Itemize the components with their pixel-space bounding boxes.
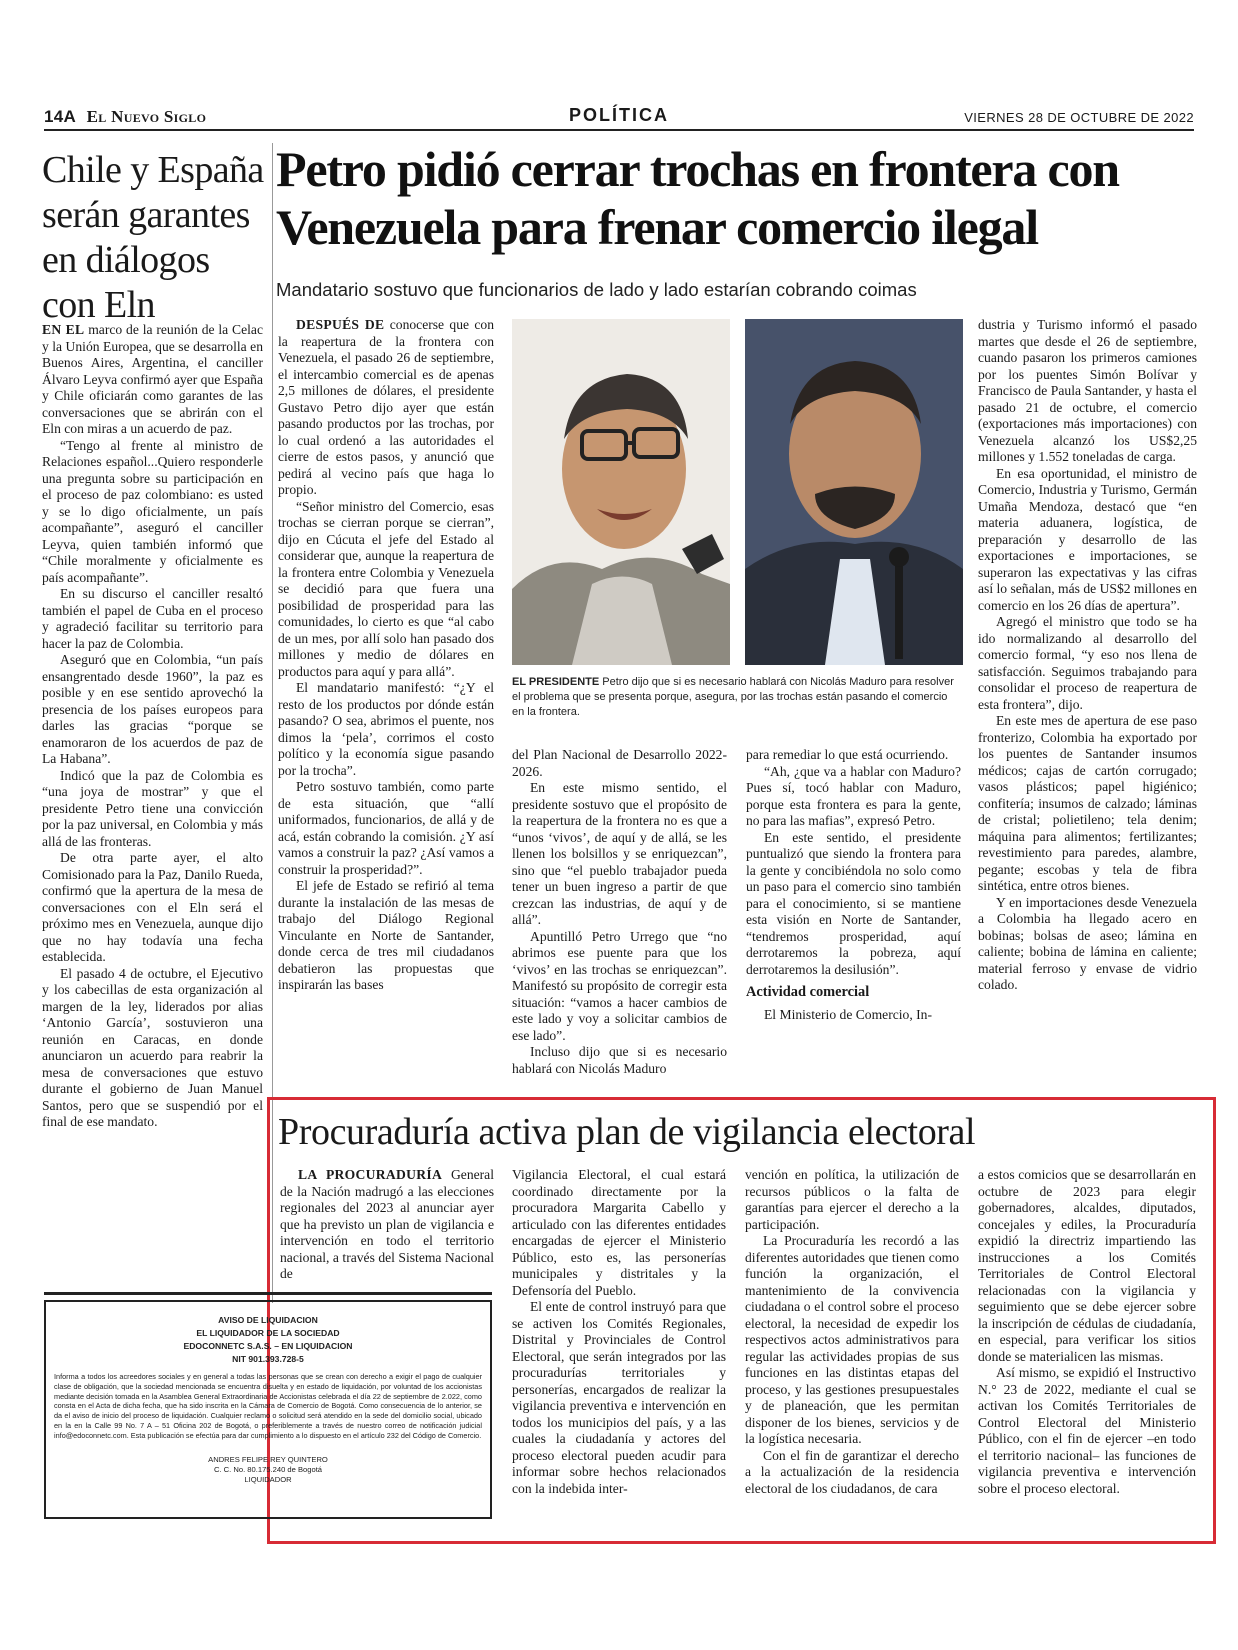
notice-title: AVISO DE LIQUIDACION	[218, 1315, 318, 1325]
box-article-column-4	[978, 1167, 1196, 1497]
paragraph: para remediar lo que está ocurriendo.	[746, 747, 949, 762]
lead-words: DESPUÉS DE	[296, 317, 385, 332]
signer-role: LIQUIDADOR	[244, 1474, 292, 1484]
paragraph: En este mismo sentido, el presidente sostuvo que el propósito de la reapertura de la frontera no es que a “unos ‘vivos’, de aquí y de allá, se les llenen los bolsillos y se enriquezcan”, sino que “el pueblo trabajador pueda tener un buen ingreso a partir de que crezcan las industrias, de aquí y de allá”.	[512, 780, 727, 927]
lead-words: EN EL	[42, 322, 85, 337]
signer-id: C. C. No. 80.175.240 de Bogotá	[213, 1464, 323, 1474]
paragraph: Con el fin de garantizar el derecho a la actualización de la residencia electoral de los ciudadanos, de cara	[745, 1447, 959, 1496]
notice-nit: NIT 901.393.728-5	[232, 1354, 304, 1364]
page-number: 14A	[44, 107, 77, 126]
lead-words: LA PROCURADURÍA	[298, 1167, 443, 1182]
subheading: Actividad comercial	[746, 984, 870, 1000]
paragraph: Incluso dijo que si es necesario hablará con Nicolás Maduro	[512, 1044, 727, 1076]
paragraph: “Señor ministro del Comercio, esas trochas se cierran porque se cierran”, dijo en Cúcuta el jefe del Estado al considerar que, aunque la reapertura de la frontera entre Colombia y Venezuela se decidió para que fuera una posibilidad de prosperidad para las comunidades, lo cierto es que “al cabo de un mes, por allí solo han pasado dos millones y medio de dólares en productos para aquí y para allá”.	[278, 498, 494, 679]
main-article-subtitle: Mandatario sostuvo que funcionarios de lado y lado estarían cobrando coimas	[276, 279, 917, 300]
paragraph: vención en política, la utilización de recursos públicos o la falta de garantías para ejercer el derecho a la participación.	[745, 1167, 959, 1232]
paragraph: a estos comicios que se desarrollarán en octubre de 2023 para elegir gobernadores, alcaldes, diputados, concejales y ediles, la Procuraduría expidió la directriz impartiendo las instrucciones a los Comités Territoriales de Control Electoral relacionadas con la vigilancia y seguimiento que se debe ejercer sobre la inscripción de cédulas de ciudadanía, en especial, para verificar los sitios donde se materialicen las mismas.	[978, 1167, 1196, 1364]
main-article-column-2	[512, 747, 727, 1077]
paragraph: De otra parte ayer, el alto Comisionado para la Paz, Danilo Rueda, confirmó que la apertura de la mesa de conversaciones con el Eln será el próximo mes en Venezuela, aunque dijo que no hay todavía una fecha establecida.	[42, 850, 263, 964]
paragraph: En su discurso el canciller resaltó también el papel de Cuba en el proceso y agradeció facilitar su territorio para hacer la paz de Colombia.	[42, 586, 263, 651]
side-article-body	[42, 322, 263, 1131]
paragraph: Petro sostuvo también, como parte de esta situación, que “allí uniformados, funcionarios, de allá y de acá, están cobrando la comisión. ¿Y así vamos a construir la paz? ¿Así vamos a construir la prosperidad?”.	[278, 779, 494, 877]
notice-top-rule	[44, 1292, 492, 1295]
paragraph: En este sentido, el presidente puntualizó que siendo la frontera para la gente y concibiéndola no solo como un paso para el comercio sino también para el conocimiento, si se mantiene esta visión en Norte de Santander, “tendremos prosperidad, aquí derrotaremos la pobreza, aquí derrotaremos la desilusión”.	[746, 829, 961, 977]
paragraph: “Tengo al frente al ministro de Relaciones español...Quiero responderle una pregunta sobre su participación en el proceso de paz colombiano: es usted y se lo digo oficialmente, un país acompañante”, aseguró el canciller Leyva, quien también informó que “Chile moralmente y oficialmente es país acompañante”.	[42, 437, 263, 585]
issue-date: VIERNES 28 DE OCTUBRE DE 2022	[964, 110, 1194, 125]
photo-caption: EL PRESIDENTE Petro dijo que si es necesario hablará con Nicolás Maduro para resolver el problema que se presenta porque, asegura, por las trochas están pasando el comercio en la frontera.	[512, 676, 954, 718]
newspaper-name: El Nuevo Siglo	[86, 107, 207, 126]
box-article-column-2	[512, 1167, 726, 1497]
notice-signature	[54, 1455, 482, 1485]
box-article-headline: Procuraduría activa plan de vigilancia electoral	[278, 1111, 976, 1153]
main-article-headline: Petro pidió cerrar trochas en frontera con Venezuela para frenar comercio ilegal	[276, 141, 1119, 255]
paragraph: El Ministerio de Comercio, In-	[764, 1006, 932, 1022]
section-name: POLÍTICA	[569, 105, 669, 125]
portrait-illustration	[745, 319, 963, 665]
main-article-column-3	[746, 747, 961, 1023]
notice-line: EL LIQUIDADOR DE LA SOCIEDAD	[196, 1328, 340, 1338]
paragraph: En esa oportunidad, el ministro de Comercio, Industria y Turismo, Germán Umaña Mendoza, destacó que “en materia aduanera, logística, de preparación y desarrollo de las exportaciones e importaciones, se superaron las expectativas y las cifras así lo señalan, más de US$2 millones en comercio en los 26 días de apertura”.	[978, 465, 1197, 613]
side-article-title: Chile y España serán garantes en diálogos con Eln	[42, 149, 264, 326]
paragraph: En este mes de apertura de ese paso fronterizo, Colombia ha exportado por los puentes de Santander insumos médicos; cajas de cartón corrugado; vasos plásticos; papel higiénico; confitería; insumos de calzado; láminas de cristal; polietileno; tela denim; máquina para alimentos; fertilizantes; revestimiento para paredes, alambre, pegante; escobas y tela de fibra sintética, entre otros bienes.	[978, 713, 1197, 893]
header-rule	[44, 129, 1194, 131]
paragraph: LA PROCURADURÍA General de la Nación madrugó a las elecciones regionales del 2023 al anunciar ayer que ha previsto un plan de vigilancia e intervención en todo el territorio nacional, a través del Sistema Nacional de	[280, 1167, 494, 1281]
paragraph: Así mismo, se expidió el Instructivo N.° 23 de 2022, mediante el cual se activan los Comités Territoriales de Control Electoral del Ministerio Público, con el fin de ejercer –en todo el territorio nacional– las funciones de vigilancia preventiva e intervención sobre el proceso electoral.	[978, 1365, 1196, 1496]
paragraph: Agregó el ministro que todo se ha ido normalizando al desarrollo del comercio formal, “y eso nos llena de satisfacción. Seguimos trabajando para consolidar el proceso de reapertura de esta frontera”, dijo.	[978, 614, 1197, 712]
paragraph: Indicó que la paz de Colombia es “una joya de mostrar” y que el presidente Petro tiene una convicción por la paz universal, en Colombia y más allá de las fronteras.	[42, 767, 263, 849]
paragraph: Y en importaciones desde Venezuela a Colombia ha llegado acero en bobinas; bolsas de aseo; lámina en caliente; bobina de lámina en caliente; material ferroso y envase de vidrio colado.	[978, 894, 1197, 992]
paragraph: El mandatario manifestó: “¿Y el resto de los productos por dónde están pasando? O sea, abrimos el puente, nos dimos la ‘pela’, corrimos el costo político y la economía sigue pasando por la trocha”.	[278, 680, 494, 778]
box-article-column-1	[280, 1167, 494, 1283]
main-article-column-1	[278, 317, 494, 994]
photo-nicolas-maduro	[745, 319, 963, 665]
box-article-column-3	[745, 1167, 959, 1497]
paragraph: La Procuraduría les recordó a las diferentes autoridades que tienen como función la organización, el mantenimiento de la convivencia ciudadana o el control sobre el proceso electoral, la necesidad de expedir los respectivos actos administrativos para regular las actividades propias de sus funciones en las distintas etapas del proceso, y las gestiones presupuestales y de planeación, que les permitan disponer de los bienes, servicios y de la logística necesaria.	[745, 1233, 959, 1446]
caption-lead: EL PRESIDENTE	[512, 676, 600, 688]
notice-company: EDOCONNETC S.A.S. – EN LIQUIDACION	[183, 1341, 353, 1351]
photo-gustavo-petro	[512, 319, 730, 665]
paragraph: El jefe de Estado se refirió al tema durante la instalación de las mesas de trabajo del Diálogo Regional Vinculante en Norte de Santander, donde cerca de tres mil ciudadanos debatieron las propuestas que inspirarán las bases	[278, 878, 494, 992]
paragraph: DESPUÉS DE conocerse que con la reapertura de la frontera con Venezuela, el pasado 26 de septiembre, el intercambio comercial es de apenas 2,5 millones de dólares, el presidente Gustavo Petro dijo ayer que están pasando productos por las trochas, por lo cual ordenó a las autoridades el cierre de estos pasos, y anunció que pedirá al vecino país que haga lo propio.	[278, 317, 494, 497]
paragraph: El pasado 4 de octubre, el Ejecutivo y los cabecillas de esta organización al margen de la ley, liderados por alias ‘Antonio García’, sostuvieron una reunión en Caracas, en donde anunciaron un acuerdo para reabrir la mesa de conversaciones que estuvo durante el gobierno de Juan Manuel Santos, pero que se suspendió por el final de ese mandato.	[42, 965, 263, 1129]
paragraph: dustria y Turismo informó el pasado martes que desde el 26 de septiembre, cuando pasaron los primeros camiones por los puentes Simón Bolívar y Francisco de Paula Santander, y hasta el pasado 21 de octubre, el comercio (exportaciones más importaciones) con Venezuela alcanzó los US$2,25 millones y 1.552 toneladas de carga.	[978, 317, 1197, 464]
paragraph: El ente de control instruyó para que se activen los Comités Regionales, Distrital y Provinciales de Control Electoral, que serán integrados por las procuradurías territoriales y personerías, encargados de realizar la vigilancia preventiva e intervención en todos los municipios del país, y a las cuales la ciudadanía y actores del proceso electoral pueden acudir para informar sobre hechos relacionados con la indebida inter-	[512, 1299, 726, 1496]
paragraph: EN EL marco de la reunión de la Celac y la Unión Europea, que se desarrolla en Buenos Aires, Argentina, el canciller Álvaro Leyva confirmó ayer que España y Chile oficiarán como garantes de las conversaciones que se abrirán con el Eln con miras a un acuerdo de paz.	[42, 322, 263, 436]
liquidation-notice	[44, 1300, 492, 1519]
notice-body: Informa a todos los acreedores sociales y en general a todas las personas que se crean con derecho a exigir el pago de cualquier clase de obligación, que la sociedad mencionada se encuentra disuelta y en estado de liquidación, por voluntad de los accionistas mediante decisión tomada en la Asamblea General Extraordinaria de Accionistas celebrada el día 22 de septiembre de 2.022, como consta en el Acta de dicha fecha, que ha sido inscrita en la Cámara de Comercio de Bogotá. Como consecuencia de lo anterior, se da el aviso de inicio del proceso de liquidación. Cualquier reclamo o solicitud será atendido en la sede del domicilio social, ubicado en la en la Calle 99 No. 7 A – 51 Oficina 202 de Bogotá, o preferiblemente a través de nuestro correo de notificación judicial info@edoconnetc.com. Esta publicación se efectúa para dar cumplimiento a lo dispuesto en el artículo 232 del Código de Comercio.	[54, 1372, 482, 1440]
paragraph: Aseguró que en Colombia, “un país ensangrentado desde 1960”, la paz es posible y en ese sentido aprovechó la presencia de los países europeos para darles las gracias “porque se enamoraron de los acuerdos de paz de La Habana”.	[42, 652, 263, 766]
paragraph: Apuntilló Petro Urrego que “no abrimos ese puente para que los ‘vivos’ en las trochas se enriquezcan”. Manifestó su propósito de corregir esta situación: “vamos a hacer cambios de este lado y voy a solicitar cambios de ese lado”.	[512, 928, 727, 1043]
main-article-column-4	[978, 317, 1197, 994]
paragraph: Vigilancia Electoral, el cual estará coordinado directamente por la procuradora Margarita Cabello y articulado con las diferentes entidades encargadas de ejercer el Ministerio Público, esto es, las personerías municipales y distritales y la Defensoría del Pueblo.	[512, 1167, 726, 1298]
signer-name: ANDRES FELIPE REY QUINTERO	[208, 1454, 328, 1464]
paragraph: “Ah, ¿que va a hablar con Maduro? Pues sí, tocó hablar con Maduro, porque esta frontera es para la gente, no para las mafias”, expresó Petro.	[746, 763, 961, 828]
portrait-illustration	[512, 319, 730, 665]
paragraph: del Plan Nacional de Desarrollo 2022-2026.	[512, 747, 727, 779]
